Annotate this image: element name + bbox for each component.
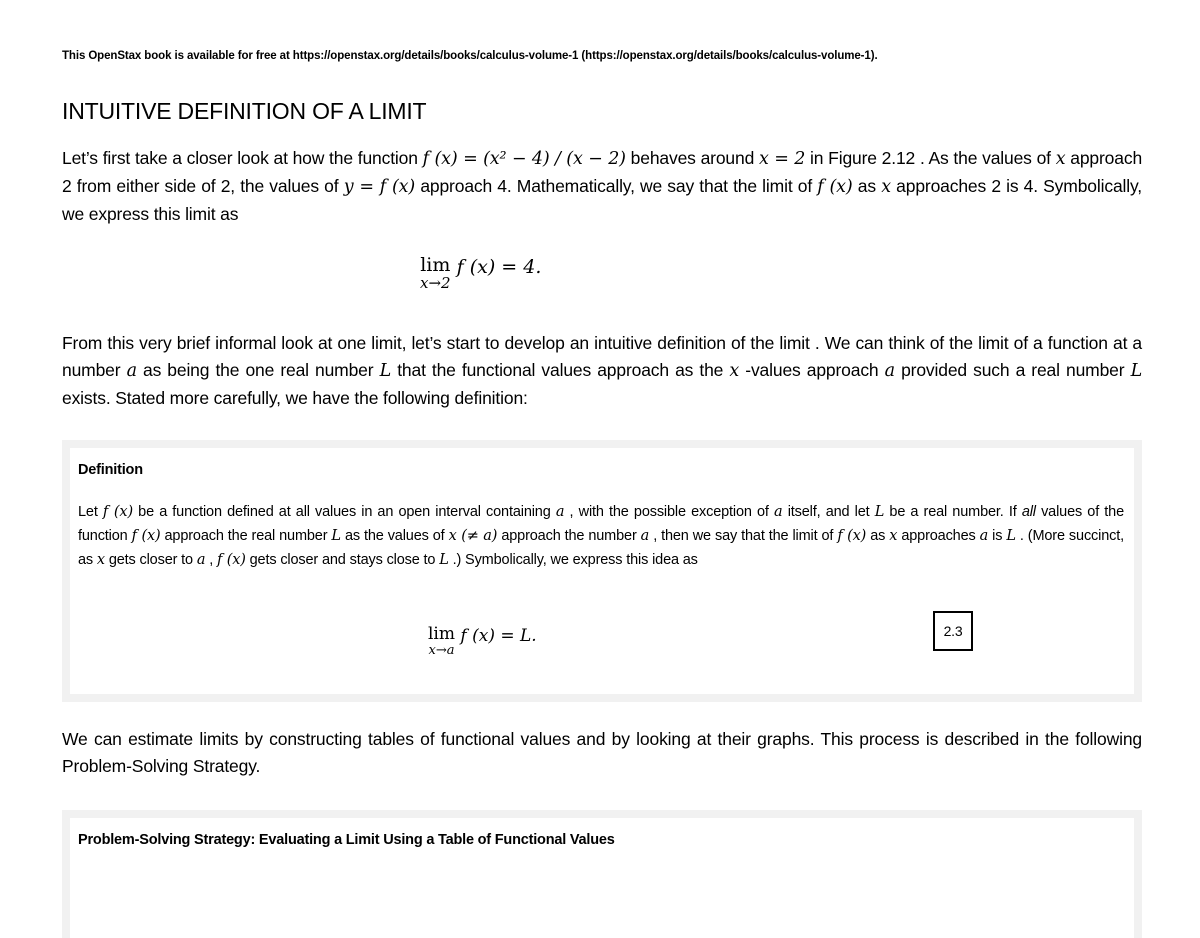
limit-equation-1: lim x→2 f (x) = 4.: [420, 254, 542, 292]
strategy-box: [62, 810, 1142, 938]
estimate-paragraph: We can estimate limits by constructing tables of functional values and by looking at their graphs. This process is described in the following Problem-Solving Strategy.: [62, 729, 1142, 776]
equation-number: 2.3: [933, 611, 973, 651]
strategy-title: Problem-Solving Strategy: Evaluating a Limit Using a Table of Functional Values: [78, 832, 615, 848]
math-function: f (x) = (x² − 4) / (x − 2): [422, 149, 626, 169]
section-heading: INTUITIVE DEFINITION OF A LIMIT: [62, 98, 427, 124]
definition-box: [62, 440, 1142, 702]
definition-intro-paragraph: From this very brief informal look at one limit, let’s start to develop an intuitive definition of the limit . We can think of the limit of a function at a number a as being the one real number L that the functional values approach as the x -values approach a provided such a real number L exists. Stated more carefully, we have the following definition:: [62, 333, 1143, 408]
definition-title: Definition: [78, 462, 143, 478]
availability-notice: This OpenStax book is available for free at https://openstax.org/details/books/calculus-volume-1 (https://openstax.org/details/books/calculus-volume-1).: [62, 50, 878, 62]
limit-equation-2: lim x→a f (x) = L.: [428, 624, 537, 658]
intro-paragraph: Let’s first take a closer look at how the function f (x) = (x² − 4) / (x − 2) behaves around x = 2 in Figure 2.12 . As the values of x approach 2 from either side of 2, the values of y = f (x) approach 4. Mathematically, we say that the limit of f (x) as x approaches 2 is 4. Symbolically, we express this limit as: [62, 148, 1143, 224]
math-point: x = 2: [759, 149, 806, 169]
definition-text: Let f (x) be a function defined at all values in an open interval containing a , with the possible exception of a itself, and let L be a real number. If all values of the function f (x) approach the real number L as the values of x (≠ a) approach the number a , then we say that the limit of f (x) as x approaches a is L . (More succinct, as x gets closer to a , f (x) gets closer and stays close to L .) Symbolically, we express this idea as: [78, 504, 1124, 568]
